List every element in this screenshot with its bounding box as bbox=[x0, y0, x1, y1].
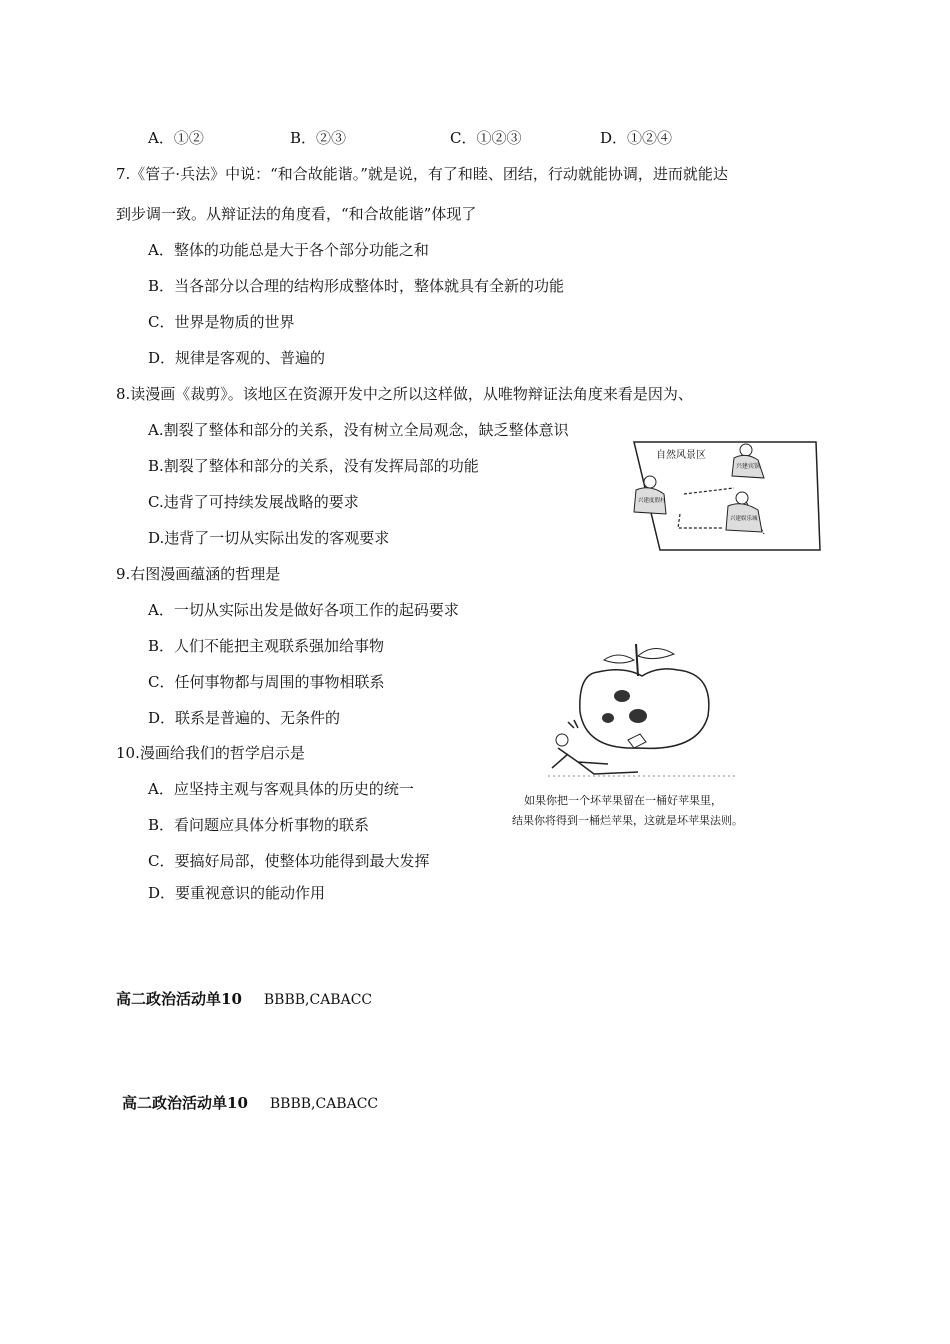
q7-stem-line1: 7.《管子·兵法》中说：“和合故能谐。”就是说，有了和睦、团结，行动就能协调，进而就能达 bbox=[116, 165, 728, 183]
q8-option-d: D.违背了一切从实际出发的客观要求 bbox=[148, 529, 390, 547]
q9-option-d: D．联系是普遍的、无条件的 bbox=[148, 709, 341, 727]
answer-key-2-label: 高二政治活动单10 bbox=[122, 1094, 248, 1112]
bad-apple-cartoon bbox=[538, 632, 748, 782]
cartoon-label-scenic: 自然风景区 bbox=[656, 450, 706, 461]
q10-option-c: C．要搞好局部，使整体功能得到最大发挥 bbox=[148, 852, 430, 870]
q10-stem: 10.漫画给我们的哲学启示是 bbox=[116, 744, 305, 762]
q7-option-a: A．整体的功能总是大于各个部分功能之和 bbox=[148, 241, 429, 259]
q8-option-c: C.违背了可持续发展战略的要求 bbox=[148, 493, 359, 511]
apple-caption-line1: 如果你把一个坏苹果留在一桶好苹果里， bbox=[524, 794, 722, 807]
q6-option-b: B．②③ bbox=[290, 129, 347, 147]
q6-options bbox=[148, 128, 672, 148]
q9-stem: 9.右图漫画蕴涵的哲理是 bbox=[116, 565, 281, 583]
q9-option-c: C．任何事物都与周围的事物相联系 bbox=[148, 673, 385, 691]
q7-stem-line2: 到步调一致。从辩证法的角度看，“和合故能谐”体现了 bbox=[116, 205, 477, 223]
answer-key-2-value: BBBB,CABACC bbox=[269, 1096, 379, 1112]
q8-stem: 8.读漫画《裁剪》。该地区在资源开发中之所以这样做，从唯物辩证法角度来看是因为、 bbox=[116, 385, 693, 403]
q8-option-b: B.割裂了整体和部分的关系，没有发挥局部的功能 bbox=[148, 457, 479, 475]
q7-option-c: C．世界是物质的世界 bbox=[148, 313, 295, 331]
answer-key-1-value: BBBB,CABACC bbox=[263, 992, 373, 1008]
cartoon-label-resort: 兴建度假村 bbox=[638, 498, 666, 504]
cartoon-label-hotel: 兴建宾馆 bbox=[736, 463, 761, 470]
q10-option-d: D．要重视意识的能动作用 bbox=[148, 884, 326, 902]
q6-option-d: D．①②④ bbox=[600, 129, 673, 147]
q6-option-a: A．①② bbox=[148, 129, 204, 147]
q10-option-a: A．应坚持主观与客观具体的历史的统一 bbox=[148, 780, 414, 798]
q6-option-c: C．①②③ bbox=[450, 129, 522, 147]
cutting-cartoon bbox=[624, 436, 824, 556]
cartoon-label-entertainment: 兴建娱乐城 bbox=[730, 516, 758, 522]
answer-key-1 bbox=[116, 989, 372, 1010]
q7-option-d: D．规律是客观的、普遍的 bbox=[148, 349, 326, 367]
apple-caption-line2: 结果你将得到一桶烂苹果，这就是坏苹果法则。 bbox=[512, 814, 743, 827]
q8-option-a: A.割裂了整体和部分的关系，没有树立全局观念，缺乏整体意识 bbox=[148, 421, 569, 439]
q7-option-b: B．当各部分以合理的结构形成整体时，整体就具有全新的功能 bbox=[148, 277, 565, 295]
answer-key-2 bbox=[122, 1093, 378, 1114]
answer-key-1-label: 高二政治活动单10 bbox=[116, 990, 242, 1008]
q10-option-b: B．看问题应具体分析事物的联系 bbox=[148, 816, 370, 834]
q9-option-b: B．人们不能把主观联系强加给事物 bbox=[148, 637, 385, 655]
q9-option-a: A．一切从实际出发是做好各项工作的起码要求 bbox=[148, 601, 459, 619]
